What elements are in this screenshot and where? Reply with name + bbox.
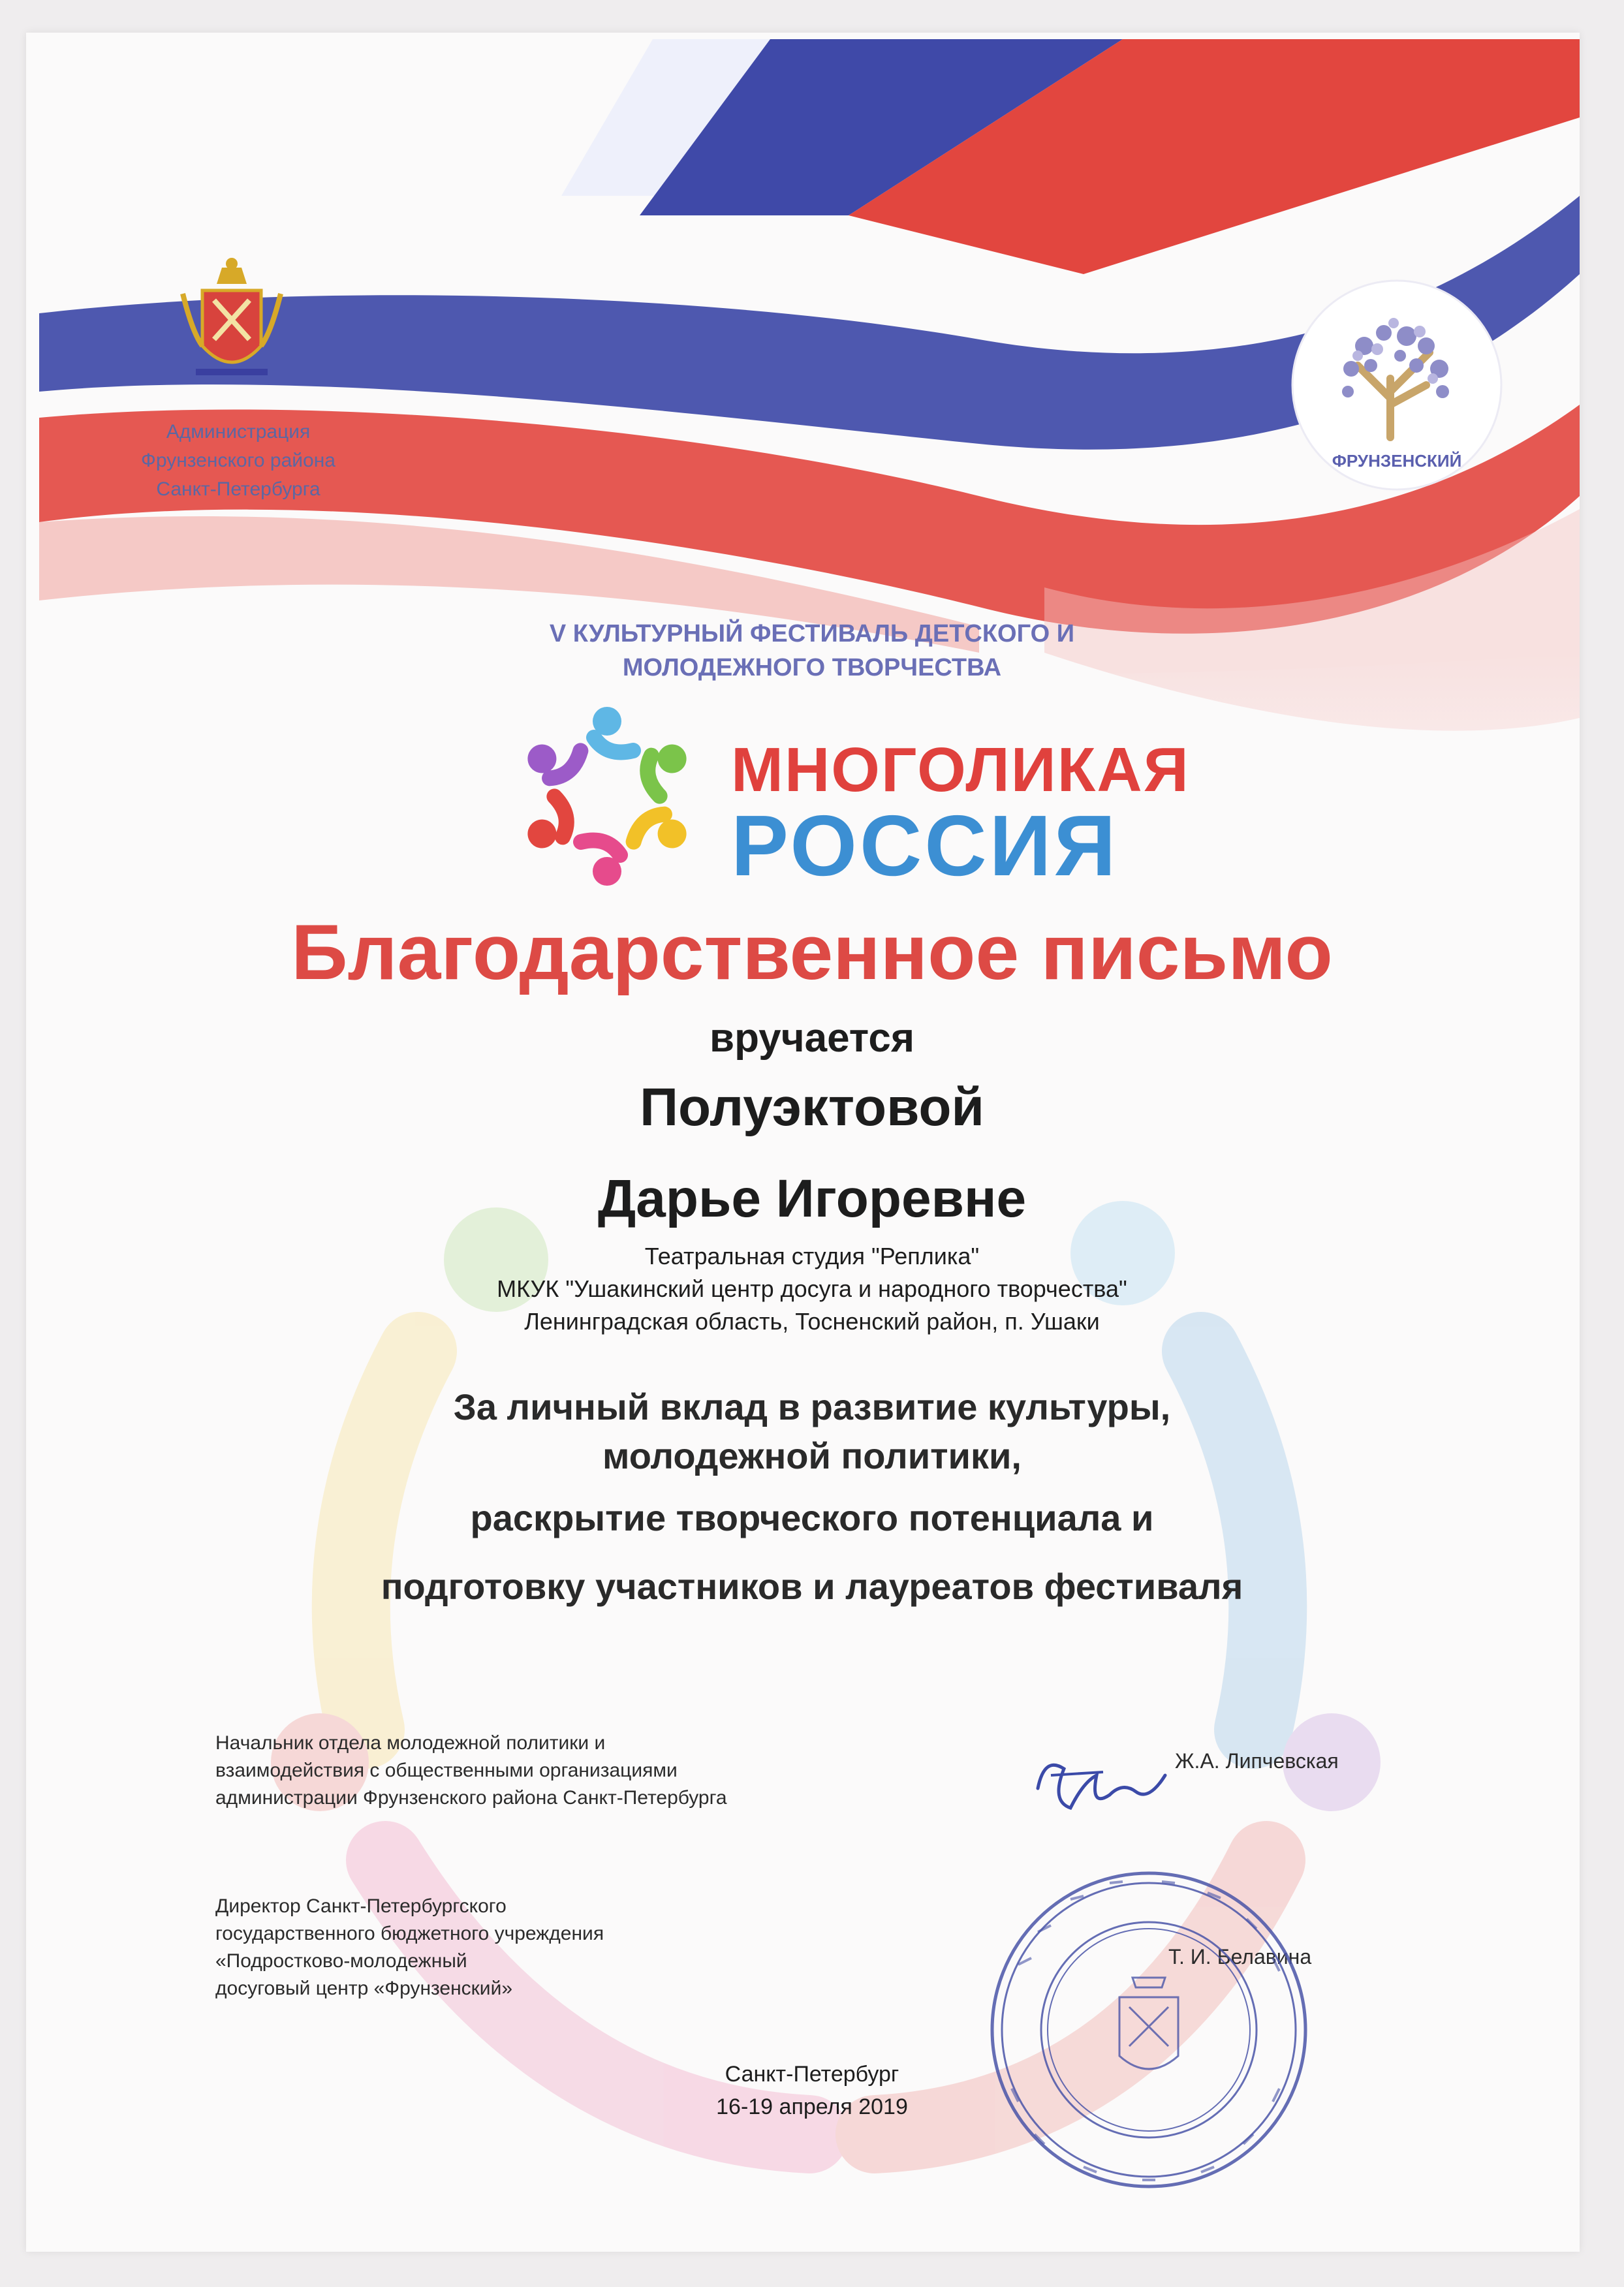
signatory-2-name: Т. И. Белавина bbox=[1168, 1945, 1312, 1968]
reason-line-1: За личный вклад в развитие культуры, bbox=[453, 1386, 1171, 1427]
festival-logo-word1: МНОГОЛИКАЯ bbox=[731, 735, 1190, 805]
festival-logo-word2: РОССИЯ bbox=[731, 798, 1119, 894]
admin-caption: Администрация Фрунзенского района Санкт-Петербурга bbox=[141, 421, 336, 500]
footer-date: 16-19 апреля 2019 bbox=[716, 2094, 908, 2119]
org-line-2: МКУК "Ушакинский центр досуга и народного творчества" bbox=[497, 1275, 1127, 1302]
org-line-1: Театральная студия "Реплика" bbox=[644, 1243, 980, 1269]
letter-title: Благодарственное письмо bbox=[291, 909, 1333, 996]
signatory-1-name: Ж.А. Липчевская bbox=[1175, 1749, 1339, 1773]
youth-center-logo bbox=[1286, 274, 1508, 496]
reason-line-4: подготовку участников и лауреатов фестиваля bbox=[381, 1566, 1243, 1607]
signatory-2-title: Директор Санкт-Петербургского государственного бюджетного учреждения «Подростково-молодежный досуговый центр «Фрунзенский» bbox=[215, 1895, 604, 1999]
footer-city: Санкт-Петербург bbox=[725, 2062, 899, 2087]
reason-line-3: раскрытие творческого потенциала и bbox=[470, 1497, 1154, 1538]
signatory-1-title: Начальник отдела молодежной политики и взаимодействия с общественными организациями администрации Фрунзенского района Санкт-Петербурга bbox=[215, 1732, 727, 1809]
festival-people-logo-icon bbox=[509, 698, 705, 894]
coat-of-arms-icon bbox=[176, 255, 287, 392]
recipient-surname: Полуэктовой bbox=[640, 1078, 984, 1137]
youth-center-logo-name: ФРУНЗЕНСКИЙ bbox=[1332, 451, 1462, 471]
signature-1-handwritten bbox=[1025, 1730, 1175, 1834]
festival-subtitle: V КУЛЬТУРНЫЙ ФЕСТИВАЛЬ ДЕТСКОГО И МОЛОДЕЖНОГО ТВОРЧЕСТВА bbox=[549, 620, 1075, 681]
official-stamp bbox=[979, 1860, 1319, 2200]
recipient-given-names: Дарье Игоревне bbox=[597, 1169, 1027, 1228]
reason-line-2: молодежной политики, bbox=[602, 1435, 1022, 1476]
org-line-3: Ленинградская область, Тосненский район, п. Ушаки bbox=[524, 1308, 1100, 1335]
presented-label: вручается bbox=[710, 1016, 914, 1061]
